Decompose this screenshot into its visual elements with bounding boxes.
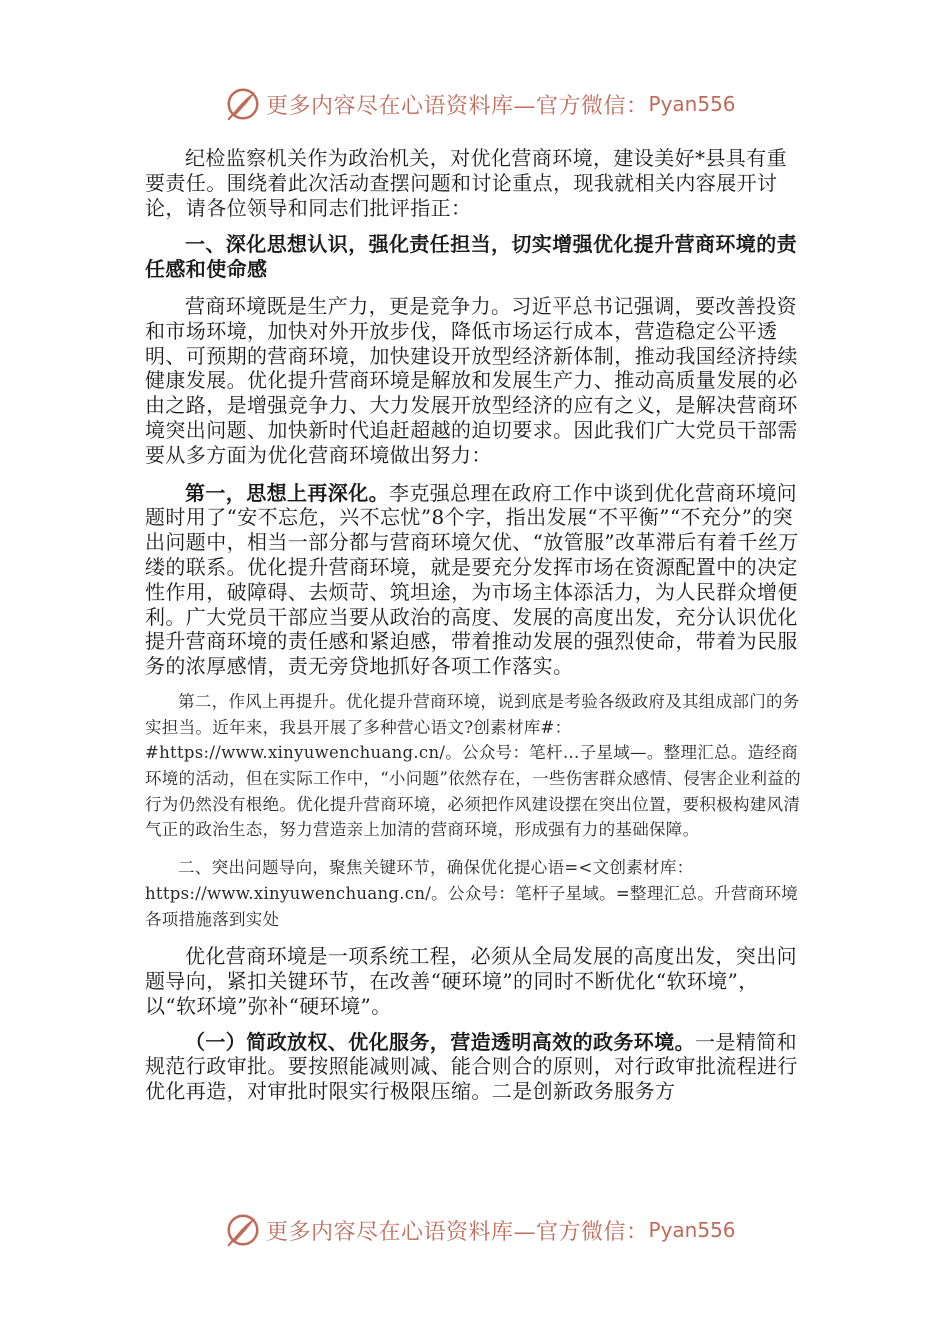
sub-1-body: 一是精简和规范行政审批。要按照能减则减、能合则合的原则，对行政审批流程进行优化再造，对审批时限实行极限压缩。二是创新政务服务方 (145, 1029, 798, 1104)
paragraph-1: 营商环境既是生产力，更是竞争力。习近平总书记强调，要改善投资和市场环境，加快对外开放步伐，降低市场运行成本，营造稳定公平透明、可预期的营商环境，加快建设开放型经济新体制，推动我国经济持续健康发展。优化提升营商环境是解放和发展生产力、推动高质量发展的必由之路，是增强竞争力、大力发展开放型经济的应有之义，是解决营商环境突出问题、加快新时代追赶超越的迫切要求。因此我们广大党员干部需要从多方面为优化营商环境做出努力： (145, 293, 798, 467)
banner-text: 更多内容尽在心语资料库—官方微信： (266, 1219, 649, 1245)
banner-text: 更多内容尽在心语资料库—官方微信： (266, 93, 649, 119)
paragraph-2: 优化营商环境是一项系统工程，必须从全局发展的高度出发，突出问题导向，紧扣关键环节，在改善“硬环境”的同时不断优化“软环境”，以“软环境”弥补“硬环境”。 (145, 944, 797, 1018)
header-banner (224, 84, 744, 124)
section-heading-2: 二、突出问题导向，聚焦关键环节，确保优化提心语=<文创素材库：https://www.xinyuwenchuang.cn/。公众号：笔杆子星域。=整理汇总。升营商环境各项措施落到实处 (145, 858, 799, 929)
banner-wechat-id: Pyan556 (648, 1218, 736, 1242)
paragraph-sub-1 (145, 1030, 807, 1104)
document-body (145, 146, 807, 1104)
paragraph-second-point: 第二，作风上再提升。优化提升营商环境，说到底是考验各级政府及其组成部门的务实担当。近年来，我县开展了多种营心语文?创素材库#：#https://www.xinyuwenchuang.cn/。公众号：笔杆…子星域—。整理汇总。造经商环境的活动，但在实际工作中，“小问题”依然存在，一些伤害群众感情、侵害企业利益的行为仍然没有根绝。优化提升营商环境，必须把作风建设摆在突出位置，要积极构建风清气正的政治生态，努力营造亲上加清的营商环境，形成强有力的基础保障。 (145, 691, 801, 840)
intro-paragraph: 纪检监察机关作为政治机关，对优化营商环境，建设美好*县具有重要责任。围绕着此次活动查摆问题和讨论重点，现我就相关内容展开讨论，请各位领导和同志们批评指正： (145, 146, 787, 220)
banner-wechat-id: Pyan556 (648, 92, 736, 116)
section-heading-1: 一、深化思想认识，强化责任担当，切实增强优化提升营商环境的责任感和使命感 (145, 232, 797, 282)
brush-pen-logo-icon (224, 1211, 262, 1249)
footer-banner (224, 1210, 744, 1250)
first-point-body: 李克强总理在政府工作中谈到优化营商环境问题时用了“安不忘危，兴不忘忧”8个字，指出发展“不平衡”“不充分”的突出问题中，相当一部分都与营商环境欠优、“放管服”改革滞后有着千丝万缕的联系。优化提升营商环境，就是要充分发挥市场在资源配置中的决定性作用，破障碍、去烦苛、筑坦途，为市场主体添活力，为人民群众增便利。广大党员干部应当要从政治的高度、发展的高度出发，充分认识优化提升营商环境的责任感和紧迫感，带着推动发展的强烈使命，带着为民服务的浓厚感情，责无旁贷地抓好各项工作落实。 (145, 480, 799, 679)
first-point-lead: 第一，思想上再深化。 (185, 480, 389, 505)
brush-pen-logo-icon (224, 85, 262, 123)
sub-1-lead: （一）简政放权、优化服务，营造透明高效的政务环境。 (185, 1029, 695, 1054)
paragraph-first-point (145, 481, 807, 679)
